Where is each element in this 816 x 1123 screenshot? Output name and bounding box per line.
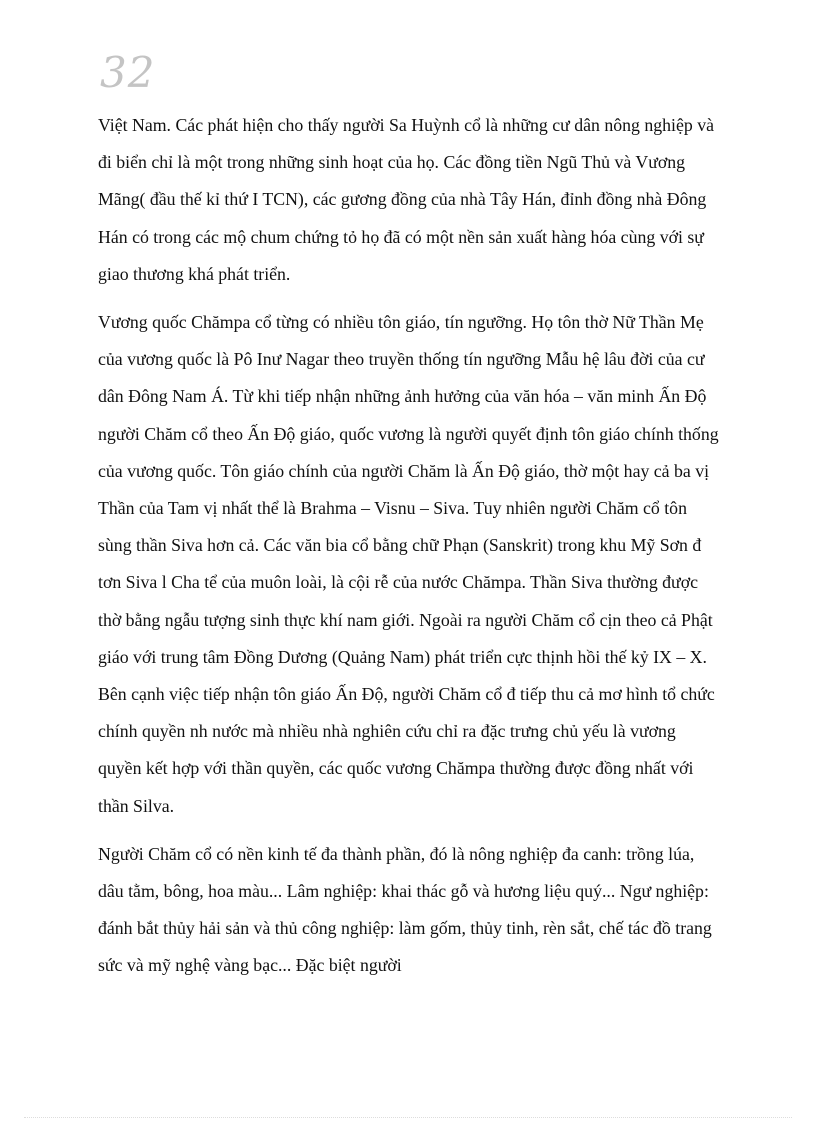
page-bottom-divider — [24, 1117, 792, 1118]
paragraph-2: Vương quốc Chămpa cổ từng có nhiều tôn giáo, tín ngưỡng. Họ tôn thờ Nữ Thần Mẹ của vương quốc là Pô Inư Nagar theo truyền thống tín ngưỡng Mẫu hệ lâu đời của cư dân Đông Nam Á. Từ khi tiếp nhận những ảnh hưởng của văn hóa – văn minh Ấn Độ người Chăm cổ theo Ấn Độ giáo, quốc vương là người quyết định tôn giáo chính thống của vương quốc. Tôn giáo chính của người Chăm là Ấn Độ giáo, thờ một hay cả ba vị Thần của Tam vị nhất thể là Brahma – Visnu – Siva. Tuy nhiên người Chăm cổ tôn sùng thần Siva hơn cả. Các văn bia cổ bằng chữ Phạn (Sanskrit) trong khu Mỹ Sơn đ tơn Siva l Cha tể của muôn loài, là cội rễ của nước Chămpa. Thần Siva thường được thờ bằng ngẫu tượng sinh thực khí nam giới. Ngoài ra người Chăm cổ cịn theo cả Phật giáo với trung tâm Đồng Dương (Quảng Nam) phát triển cực thịnh hồi thế kỷ IX – X. Bên cạnh việc tiếp nhận tôn giáo Ấn Độ, người Chăm cổ đ tiếp thu cả mơ hình tổ chức chính quyền nh nước mà nhiều nhà nghiên cứu chỉ ra đặc trưng chủ yếu là vương quyền kết hợp với thần quyền, các quốc vương Chămpa thường được đồng nhất với thần Silva. — [98, 312, 719, 816]
paragraph-1: Việt Nam. Các phát hiện cho thấy người Sa Huỳnh cổ là những cư dân nông nghiệp và đi biển chỉ là một trong những sinh hoạt của họ. Các đồng tiền Ngũ Thủ và Vương Mãng( đầu thế kỉ thứ I TCN), các gương đồng của nhà Tây Hán, đỉnh đồng nhà Đông Hán có trong các mộ chum chứng tỏ họ đã có một nền sản xuất hàng hóa cùng với sự giao thương khá phát triển. — [98, 115, 714, 284]
page-number: 32 — [100, 48, 156, 97]
body-text — [98, 107, 723, 996]
paragraph-3: Người Chăm cổ có nền kinh tế đa thành phần, đó là nông nghiệp đa canh: trồng lúa, dâu tằm, bông, hoa màu... Lâm nghiệp: khai thác gỗ và hương liệu quý... Ngư nghiệp: đánh bắt thủy hải sản và thủ công nghiệp: làm gốm, thủy tinh, rèn sắt, chế tác đồ trang sức và mỹ nghệ vàng bạc... Đặc biệt người — [98, 843, 712, 976]
